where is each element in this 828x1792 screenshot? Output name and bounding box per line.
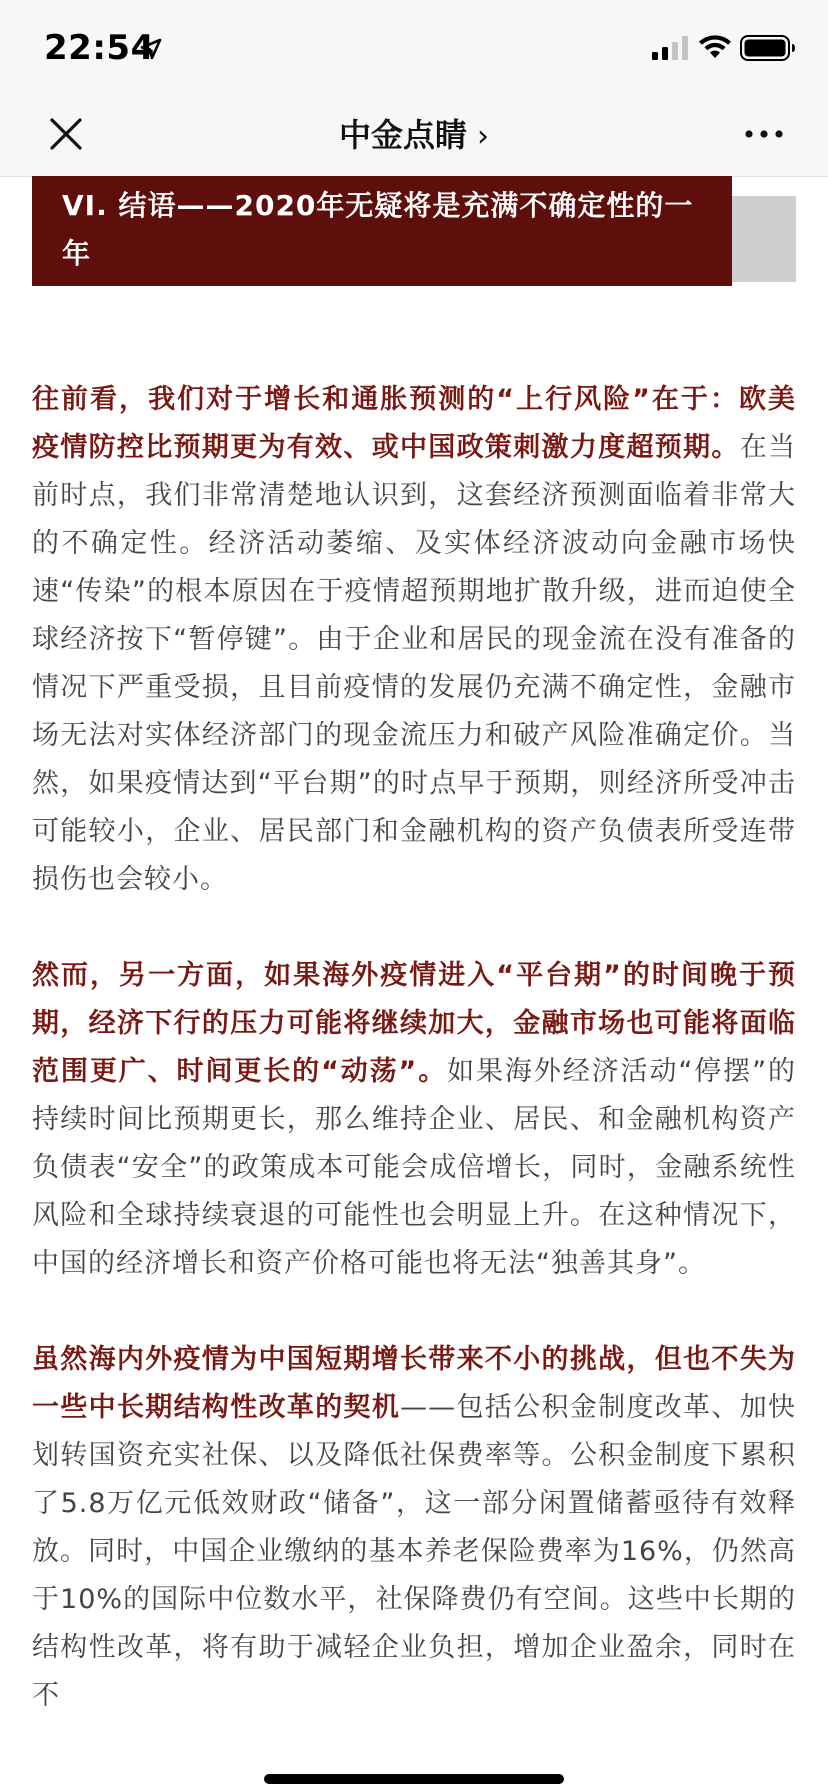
battery-icon <box>740 35 796 61</box>
paragraph-3-highlight: 虽然海内外疫情为中国短期增长带来不小的挑战，但也不失为一些中长期结构性改革的契机 <box>32 1344 796 1423</box>
status-bar <box>0 0 828 100</box>
more-icon[interactable] <box>744 128 784 140</box>
status-time: 22:54 <box>44 28 155 68</box>
section-header <box>32 176 796 306</box>
paragraph-2-highlight: 然而，另一方面，如果海外疫情进入“平台期”的时间晚于预期，经济下行的压力可能将继续加大，金融市场也可能将面临范围更广、时间更长的“动荡”。 <box>32 960 796 1087</box>
nav-title: 中金点睛 <box>338 116 467 154</box>
chevron-right-icon: › <box>477 119 489 154</box>
paragraph-1-highlight: 往前看，我们对于增长和通胀预测的“上行风险”在于：欧美疫情防控比预期更为有效、或中国政策刺激力度超预期。 <box>32 384 796 463</box>
paragraph-2 <box>32 952 796 1288</box>
paragraph-2-body: 如果海外经济活动“停摆”的持续时间比预期更长，那么维持企业、居民、和金融机构资产负债表“安全”的政策成本可能会成倍增长，同时，金融系统性风险和全球持续衰退的可能性也会明显上升。在这种情况下，中国的经济增长和资产价格可能也将无法“独善其身”。 <box>32 1056 796 1279</box>
paragraph-1-body: 在当前时点，我们非常清楚地认识到，这套经济预测面临着非常大的不确定性。经济活动萎缩、及实体经济波动向金融市场快速“传染”的根本原因在于疫情超预期地扩散升级，进而迫使全球经济按下“暂停键”。由于企业和居民的现金流在没有准备的情况下严重受损，且目前疫情的发展仍充满不确定性，金融市场无法对实体经济部门的现金流压力和破产风险准确定价。当然，如果疫情达到“平台期”的时点早于预期，则经济所受冲击可能较小，企业、居民部门和金融机构的资产负债表所受连带损伤也会较小。 <box>32 432 797 895</box>
cellular-signal-icon <box>652 36 690 60</box>
paragraph-3-body: ——包括公积金制度改革、加快划转国资充实社保、以及降低社保费率等。公积金制度下累积了5.8万亿元低效财政“储备”，这一部分闲置储蓄亟待有效释放。同时，中国企业缴纳的基本养老保险费率为16%，仍然高于10%的国际中位数水平，社保降费仍有空间。这些中长期的结构性改革，将有助于减轻企业负担，增加企业盈余，同时在不 <box>32 1392 797 1711</box>
section-header-box <box>32 176 732 286</box>
wifi-icon <box>698 34 732 60</box>
home-indicator[interactable] <box>264 1774 564 1784</box>
paragraph-3 <box>32 1336 796 1720</box>
nav-title-link[interactable] <box>0 110 828 156</box>
location-arrow-icon <box>140 38 162 60</box>
paragraph-1 <box>32 376 796 904</box>
article-content <box>32 176 796 1720</box>
nav-bar <box>0 100 828 177</box>
section-header-text: VI. 结语——2020年无疑将是充满不确定性的一年 <box>62 189 694 270</box>
